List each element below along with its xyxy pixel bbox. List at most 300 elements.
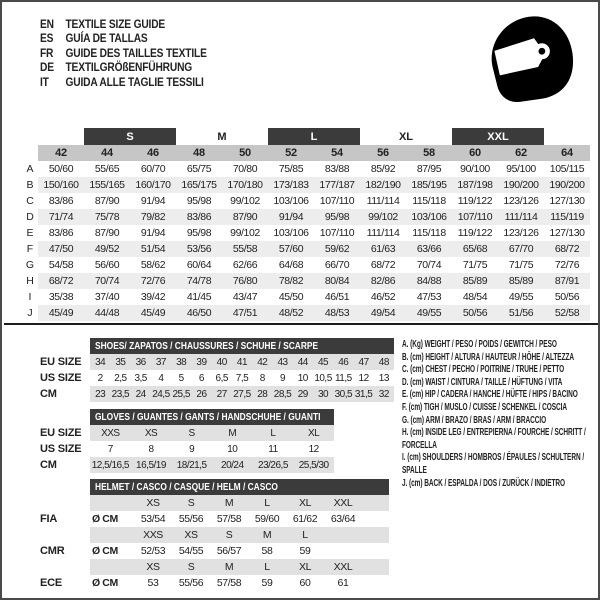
shoes-table-title-text: SHOES/ ZAPATOS / CHAUSSURES / SCHUHE / SCARPE	[95, 340, 319, 352]
size-col-46: 46	[130, 145, 176, 161]
measure-row-H	[22, 273, 590, 289]
size-value: 2,5	[114, 372, 127, 384]
size-group-L: L	[268, 128, 360, 145]
textile-size-table	[22, 128, 590, 321]
size-value: 85/89	[498, 273, 544, 289]
helmet-size-value: 53/54	[140, 513, 166, 525]
size-value: 25,5	[171, 386, 191, 402]
size-value: 111/114	[366, 195, 400, 207]
unit-label: Ø CM	[92, 513, 118, 525]
gloves-size-table	[22, 409, 334, 473]
helmet-size-label: XXL	[324, 495, 362, 511]
guide-title: GUIDA ALLE TAGLIE TESSILI	[65, 74, 204, 89]
measure-row-A	[22, 161, 590, 177]
size-value: 70/74	[84, 273, 130, 289]
size-value: 46/52	[370, 291, 396, 303]
size-group-row	[22, 128, 590, 145]
filler	[362, 495, 389, 511]
size-value: S	[171, 425, 212, 441]
size-value: 115/119	[544, 209, 590, 225]
measure-row-J	[22, 305, 590, 321]
size-value: 62/66	[232, 259, 258, 271]
shoes-label-spacer	[22, 338, 90, 354]
helmet-size-value: 59/60	[254, 513, 280, 525]
legend-item: E. (cm) HIP / CADERA / HANCHE / HÜFTE / HIPS / BACINO	[402, 389, 578, 401]
size-value: 74/78	[176, 273, 222, 289]
size-value: 107/110	[319, 195, 355, 207]
size-value: 8	[259, 372, 265, 384]
size-value: 160/170	[130, 177, 176, 193]
size-value: 53/56	[176, 241, 222, 257]
size-value: 87/90	[94, 195, 120, 207]
size-value: 47/51	[222, 305, 268, 321]
size-value: 63/66	[406, 241, 452, 257]
helmet-size-value: 58	[261, 545, 273, 557]
language-code: DE	[40, 60, 54, 75]
size-value: 12	[308, 443, 319, 455]
size-value: 85/89	[452, 273, 498, 289]
helmet-size-label: L	[248, 559, 286, 575]
size-value: M	[212, 425, 253, 441]
group-spacer	[22, 128, 84, 145]
helmet-table-body	[22, 479, 389, 591]
size-value: 49/54	[360, 305, 406, 321]
size-value: 26	[191, 386, 211, 402]
size-value: 45/49	[38, 305, 84, 321]
size-value: 83/86	[48, 195, 74, 207]
size-value: 52/58	[544, 305, 590, 321]
filler	[362, 559, 389, 575]
size-value: 60/70	[140, 163, 166, 175]
size-value: 91/94	[268, 209, 314, 225]
language-row	[40, 31, 207, 45]
size-value: XXS	[90, 425, 131, 441]
size-value: 49/55	[406, 305, 452, 321]
measure-row-label: D	[22, 209, 38, 225]
size-value: 4	[158, 372, 164, 384]
size-value: 55/58	[222, 241, 268, 257]
size-value: 111/114	[366, 227, 400, 239]
size-value: 150/160	[38, 177, 84, 193]
size-value: 165/175	[176, 177, 222, 193]
size-value: 71/74	[38, 209, 84, 225]
helmet-size-label	[324, 527, 362, 543]
helmet-size-label: M	[248, 527, 286, 543]
data-row	[22, 441, 334, 457]
helmet-label-spacer	[22, 479, 90, 495]
size-value: 10	[297, 372, 308, 384]
row-label: EU SIZE	[40, 427, 82, 439]
size-value: 91/94	[140, 227, 166, 239]
size-value: 43/47	[232, 291, 258, 303]
helmet-size-label: XL	[286, 495, 324, 511]
size-value: 9	[279, 372, 286, 384]
helmet-size-label: L	[248, 495, 286, 511]
language-row	[40, 17, 207, 31]
size-value: 123/126	[503, 227, 539, 239]
size-value: 23	[90, 386, 110, 402]
size-value: 65/68	[452, 241, 498, 257]
size-value: 103/106	[406, 209, 452, 225]
size-value: 39/42	[140, 291, 166, 303]
helmet-size-label: L	[286, 527, 324, 543]
helmet-size-value: 61/62	[292, 513, 318, 525]
size-value: 47	[353, 354, 373, 370]
size-value: 64/68	[278, 259, 304, 271]
row-label-spacer	[22, 527, 90, 543]
size-value: 24,5	[151, 386, 171, 402]
size-value: 103/106	[273, 195, 309, 207]
size-value: 119/122	[457, 227, 493, 239]
helmet-size-value: 53	[147, 577, 159, 589]
size-value: 91/94	[140, 195, 166, 207]
size-value: 6	[198, 372, 204, 384]
size-value: 10,5	[314, 372, 332, 384]
data-row	[22, 354, 394, 370]
size-value: 76/80	[222, 273, 268, 289]
legend-item: B. (cm) HEIGHT / ALTURA / HAUTEUR / HÖHE / ALTEZZA	[402, 351, 575, 363]
size-value: 83/86	[176, 209, 222, 225]
helmet-size-value: 59	[261, 577, 273, 589]
size-value: 37	[151, 354, 171, 370]
gloves-table-title-text: GLOVES / GUANTES / GANTS / HANDSCHUHE / GUANTI	[95, 411, 321, 423]
size-value: 127/130	[549, 227, 585, 239]
size-value: 83/88	[324, 163, 350, 175]
size-col-58: 58	[406, 145, 452, 161]
standard-label: FIA	[40, 513, 58, 525]
helmet-size-table	[22, 479, 389, 591]
measure-row-label: F	[22, 241, 38, 257]
size-value: 56/60	[94, 259, 120, 271]
helmet-size-label: S	[210, 527, 248, 543]
size-value: 28	[252, 386, 272, 402]
language-code: ES	[40, 31, 54, 46]
size-group-S: S	[84, 128, 176, 145]
size-value: 30	[313, 386, 333, 402]
measurement-legend	[402, 339, 599, 490]
helmet-size-label: M	[210, 495, 248, 511]
size-value: XL	[293, 425, 334, 441]
size-col-48: 48	[176, 145, 222, 161]
size-value: 66/70	[324, 259, 350, 271]
size-value: 68/72	[38, 273, 84, 289]
helmet-icon	[480, 10, 580, 110]
size-value: 23,5	[110, 386, 130, 402]
size-value: 65/75	[186, 163, 212, 175]
filler	[362, 543, 389, 559]
size-col-60: 60	[452, 145, 498, 161]
size-value: 30,5	[333, 386, 353, 402]
group-spacer	[544, 128, 590, 145]
size-value: 34	[90, 354, 110, 370]
size-value: 127/130	[549, 195, 585, 207]
legend-item: D. (cm) WAIST / CINTURA / TAILLE / HÜFTUNG / VITA	[402, 376, 563, 388]
size-col-56: 56	[360, 145, 406, 161]
size-col-64: 64	[544, 145, 590, 161]
size-value: 68/72	[544, 241, 590, 257]
size-value: 57/60	[268, 241, 314, 257]
measure-row-label: A	[22, 161, 38, 177]
size-value: 54/58	[48, 259, 74, 271]
size-value: 18/21,5	[171, 457, 212, 473]
standard-label: CMR	[40, 545, 65, 557]
size-value: 32	[374, 386, 394, 402]
measure-row-D	[22, 209, 590, 225]
size-value: 10	[227, 443, 238, 455]
measure-row-C	[22, 193, 590, 209]
size-value: 44	[293, 354, 313, 370]
size-value: 87/90	[222, 209, 268, 225]
helmet-size-value: 61	[337, 577, 349, 589]
row-label-spacer	[22, 559, 90, 575]
shoes-table-title	[90, 338, 394, 354]
size-value: 95/98	[186, 227, 212, 239]
size-value: 9	[189, 443, 195, 455]
filler	[362, 527, 389, 543]
size-col-52: 52	[268, 145, 314, 161]
helmet-size-label: XXL	[324, 559, 362, 575]
size-value: 8	[148, 443, 154, 455]
size-value: 23/26,5	[253, 457, 294, 473]
row-label: US SIZE	[40, 443, 82, 455]
size-value: 13	[378, 372, 389, 384]
size-value: 170/180	[222, 177, 268, 193]
guide-title: TEXTILE SIZE GUIDE	[65, 17, 166, 31]
language-row	[40, 75, 207, 89]
measure-row-G	[22, 257, 590, 273]
language-row	[40, 60, 207, 74]
size-value: 190/200	[544, 177, 590, 193]
measure-row-F	[22, 241, 590, 257]
size-value: 38	[171, 354, 191, 370]
helmet-size-label: M	[210, 559, 248, 575]
size-value: 44/48	[84, 305, 130, 321]
unit-label: Ø CM	[92, 577, 118, 589]
size-value: L	[253, 425, 294, 441]
size-value: 3,5	[134, 372, 147, 384]
helmet-size-label: XS	[134, 495, 172, 511]
legend-item: C. (cm) CHEST / PECHO / POITRINE / TRUHE / PETTO	[402, 364, 565, 376]
size-value: 111/114	[498, 209, 544, 225]
measure-row-label: E	[22, 225, 38, 241]
size-value: 49/52	[84, 241, 130, 257]
helmet-size-value: 52/53	[140, 545, 166, 557]
size-value: 51/54	[130, 241, 176, 257]
size-value: 105/115	[549, 163, 585, 175]
size-group-M: M	[217, 130, 227, 143]
size-value: 45/50	[278, 291, 304, 303]
helmet-sizes-row	[22, 559, 389, 575]
language-row	[40, 46, 207, 60]
legend-item: H. (cm) INSIDE LEG / ENTREPIERNA / FOURCHE / SCHRITT / FORCELLA	[402, 427, 586, 451]
size-value: 43	[272, 354, 292, 370]
helmet-table-title-text: HELMET / CASCO / CASQUE / HELM / CASCO	[95, 481, 278, 493]
measure-row-label: G	[22, 257, 38, 273]
size-value: 115/118	[412, 195, 446, 207]
helmet-table-title	[90, 479, 389, 495]
legend-item: J. (cm) BACK / ESPALDA / DOS / ZURÜCK / INDIETRO	[402, 477, 566, 489]
size-value: 40	[212, 354, 232, 370]
size-value: 2	[97, 372, 103, 384]
language-code: FR	[40, 45, 54, 60]
size-value: 47/50	[38, 241, 84, 257]
measure-row-label: C	[22, 193, 38, 209]
measure-row-E	[22, 225, 590, 241]
size-value: 68/72	[370, 259, 396, 271]
size-value: 103/106	[273, 227, 309, 239]
size-value: 67/70	[498, 241, 544, 257]
helmet-size-value: 55/56	[178, 513, 204, 525]
size-value: 83/86	[48, 227, 74, 239]
size-value: 45	[313, 354, 333, 370]
size-value: 70/80	[232, 163, 258, 175]
gloves-table-title	[90, 409, 334, 425]
size-value: 46	[333, 354, 353, 370]
size-value: 24	[131, 386, 151, 402]
size-value: 48/53	[314, 305, 360, 321]
size-value: 107/110	[452, 209, 498, 225]
size-header-row	[22, 145, 590, 161]
size-col-44: 44	[84, 145, 130, 161]
measure-row-label: H	[22, 273, 38, 289]
size-value: 41	[232, 354, 252, 370]
helmet-size-label: S	[172, 559, 210, 575]
filler	[362, 575, 389, 591]
measure-row-label: J	[22, 305, 38, 321]
size-value: 84/88	[406, 273, 452, 289]
unit-spacer	[90, 495, 134, 511]
standard-label: ECE	[40, 577, 63, 589]
size-col-54: 54	[314, 145, 360, 161]
helmet-size-label: XS	[172, 527, 210, 543]
guide-title: TEXTILGRÖßENFÜHRUNG	[65, 60, 193, 75]
row-label: CM	[40, 388, 57, 400]
guide-title: GUÍA DE TALLAS	[65, 31, 148, 46]
size-value: 25,5/30	[293, 457, 334, 473]
language-title-list	[40, 17, 207, 89]
size-value: 37/40	[94, 291, 120, 303]
size-value: 11	[268, 443, 278, 455]
data-row	[22, 386, 394, 402]
size-value: 11,5	[334, 372, 352, 384]
measure-row-label: I	[22, 289, 38, 305]
textile-size-table-body	[22, 128, 590, 321]
size-value: 99/102	[360, 209, 406, 225]
helmet-size-value: 56/57	[216, 545, 242, 557]
size-value: 27,5	[232, 386, 252, 402]
filler	[362, 511, 389, 527]
size-value: 29	[293, 386, 313, 402]
size-value: 80/84	[314, 273, 360, 289]
helmet-size-label: S	[172, 495, 210, 511]
size-value: 95/100	[506, 163, 536, 175]
size-value: 90/100	[460, 163, 490, 175]
size-value: 50/60	[48, 163, 74, 175]
size-value: 35/38	[48, 291, 74, 303]
size-value: 41/45	[186, 291, 212, 303]
size-value: 12	[358, 372, 369, 384]
size-value: 46/51	[324, 291, 350, 303]
size-value: 59/62	[314, 241, 360, 257]
measure-row-B	[22, 177, 590, 193]
row-label-spacer	[22, 495, 90, 511]
size-value: 58/62	[140, 259, 166, 271]
row-label: US SIZE	[40, 372, 82, 384]
helmet-size-value: 57/58	[216, 513, 242, 525]
size-value: 20/24	[212, 457, 253, 473]
size-value: 185/195	[406, 177, 452, 193]
size-value: 82/86	[360, 273, 406, 289]
size-value: 99/102	[230, 227, 260, 239]
size-value: 60/64	[186, 259, 212, 271]
shoes-size-table	[22, 338, 394, 402]
size-value: 72/76	[554, 259, 580, 271]
helmet-size-label: XXS	[134, 527, 172, 543]
size-value: 177/187	[314, 177, 360, 193]
helmet-size-label: XS	[134, 559, 172, 575]
measure-row-label: B	[22, 177, 38, 193]
helmet-values-row	[22, 511, 389, 527]
size-value: 79/82	[130, 209, 176, 225]
size-value: 45/49	[130, 305, 176, 321]
language-code: EN	[40, 17, 54, 31]
size-value: 115/118	[412, 227, 446, 239]
helmet-size-value: 55/56	[178, 577, 204, 589]
size-value: 87/90	[94, 227, 120, 239]
size-value: 50/56	[452, 305, 498, 321]
size-value: 12,5/16,5	[90, 457, 131, 473]
size-value: 7	[107, 443, 113, 455]
size-value: 27	[212, 386, 232, 402]
size-value: 28,5	[272, 386, 292, 402]
size-value: 71/75	[462, 259, 488, 271]
guide-title: GUIDE DES TAILLES TEXTILE	[65, 45, 207, 60]
row-label-spacer	[22, 145, 38, 161]
size-value: 50/56	[554, 291, 580, 303]
data-row	[22, 425, 334, 441]
unit-spacer	[90, 559, 134, 575]
size-value: 48/54	[462, 291, 488, 303]
size-value: 123/126	[503, 195, 539, 207]
row-label: EU SIZE	[40, 356, 82, 368]
size-value: 6,5	[215, 372, 228, 384]
size-value: 182/190	[360, 177, 406, 193]
helmet-sizes-row	[22, 527, 389, 543]
language-code: IT	[40, 74, 49, 89]
size-value: XS	[131, 425, 172, 441]
size-value: 99/102	[230, 195, 260, 207]
size-col-62: 62	[498, 145, 544, 161]
size-value: 87/91	[544, 273, 590, 289]
helmet-values-row	[22, 575, 389, 591]
size-value: 48	[374, 354, 394, 370]
size-value: 119/122	[457, 195, 493, 207]
helmet-size-value: 60	[299, 577, 311, 589]
size-value: 187/198	[452, 177, 498, 193]
size-col-50: 50	[222, 145, 268, 161]
helmet-size-value: 54/55	[178, 545, 204, 557]
gloves-table-body	[22, 409, 334, 473]
size-value: 61/63	[360, 241, 406, 257]
size-value: 35	[110, 354, 130, 370]
size-value: 72/76	[130, 273, 176, 289]
data-row	[22, 370, 394, 386]
helmet-size-value	[324, 543, 362, 559]
size-col-42: 42	[38, 145, 84, 161]
helmet-size-value: 63/64	[330, 513, 356, 525]
helmet-values-row	[22, 543, 389, 559]
gloves-label-spacer	[22, 409, 90, 425]
